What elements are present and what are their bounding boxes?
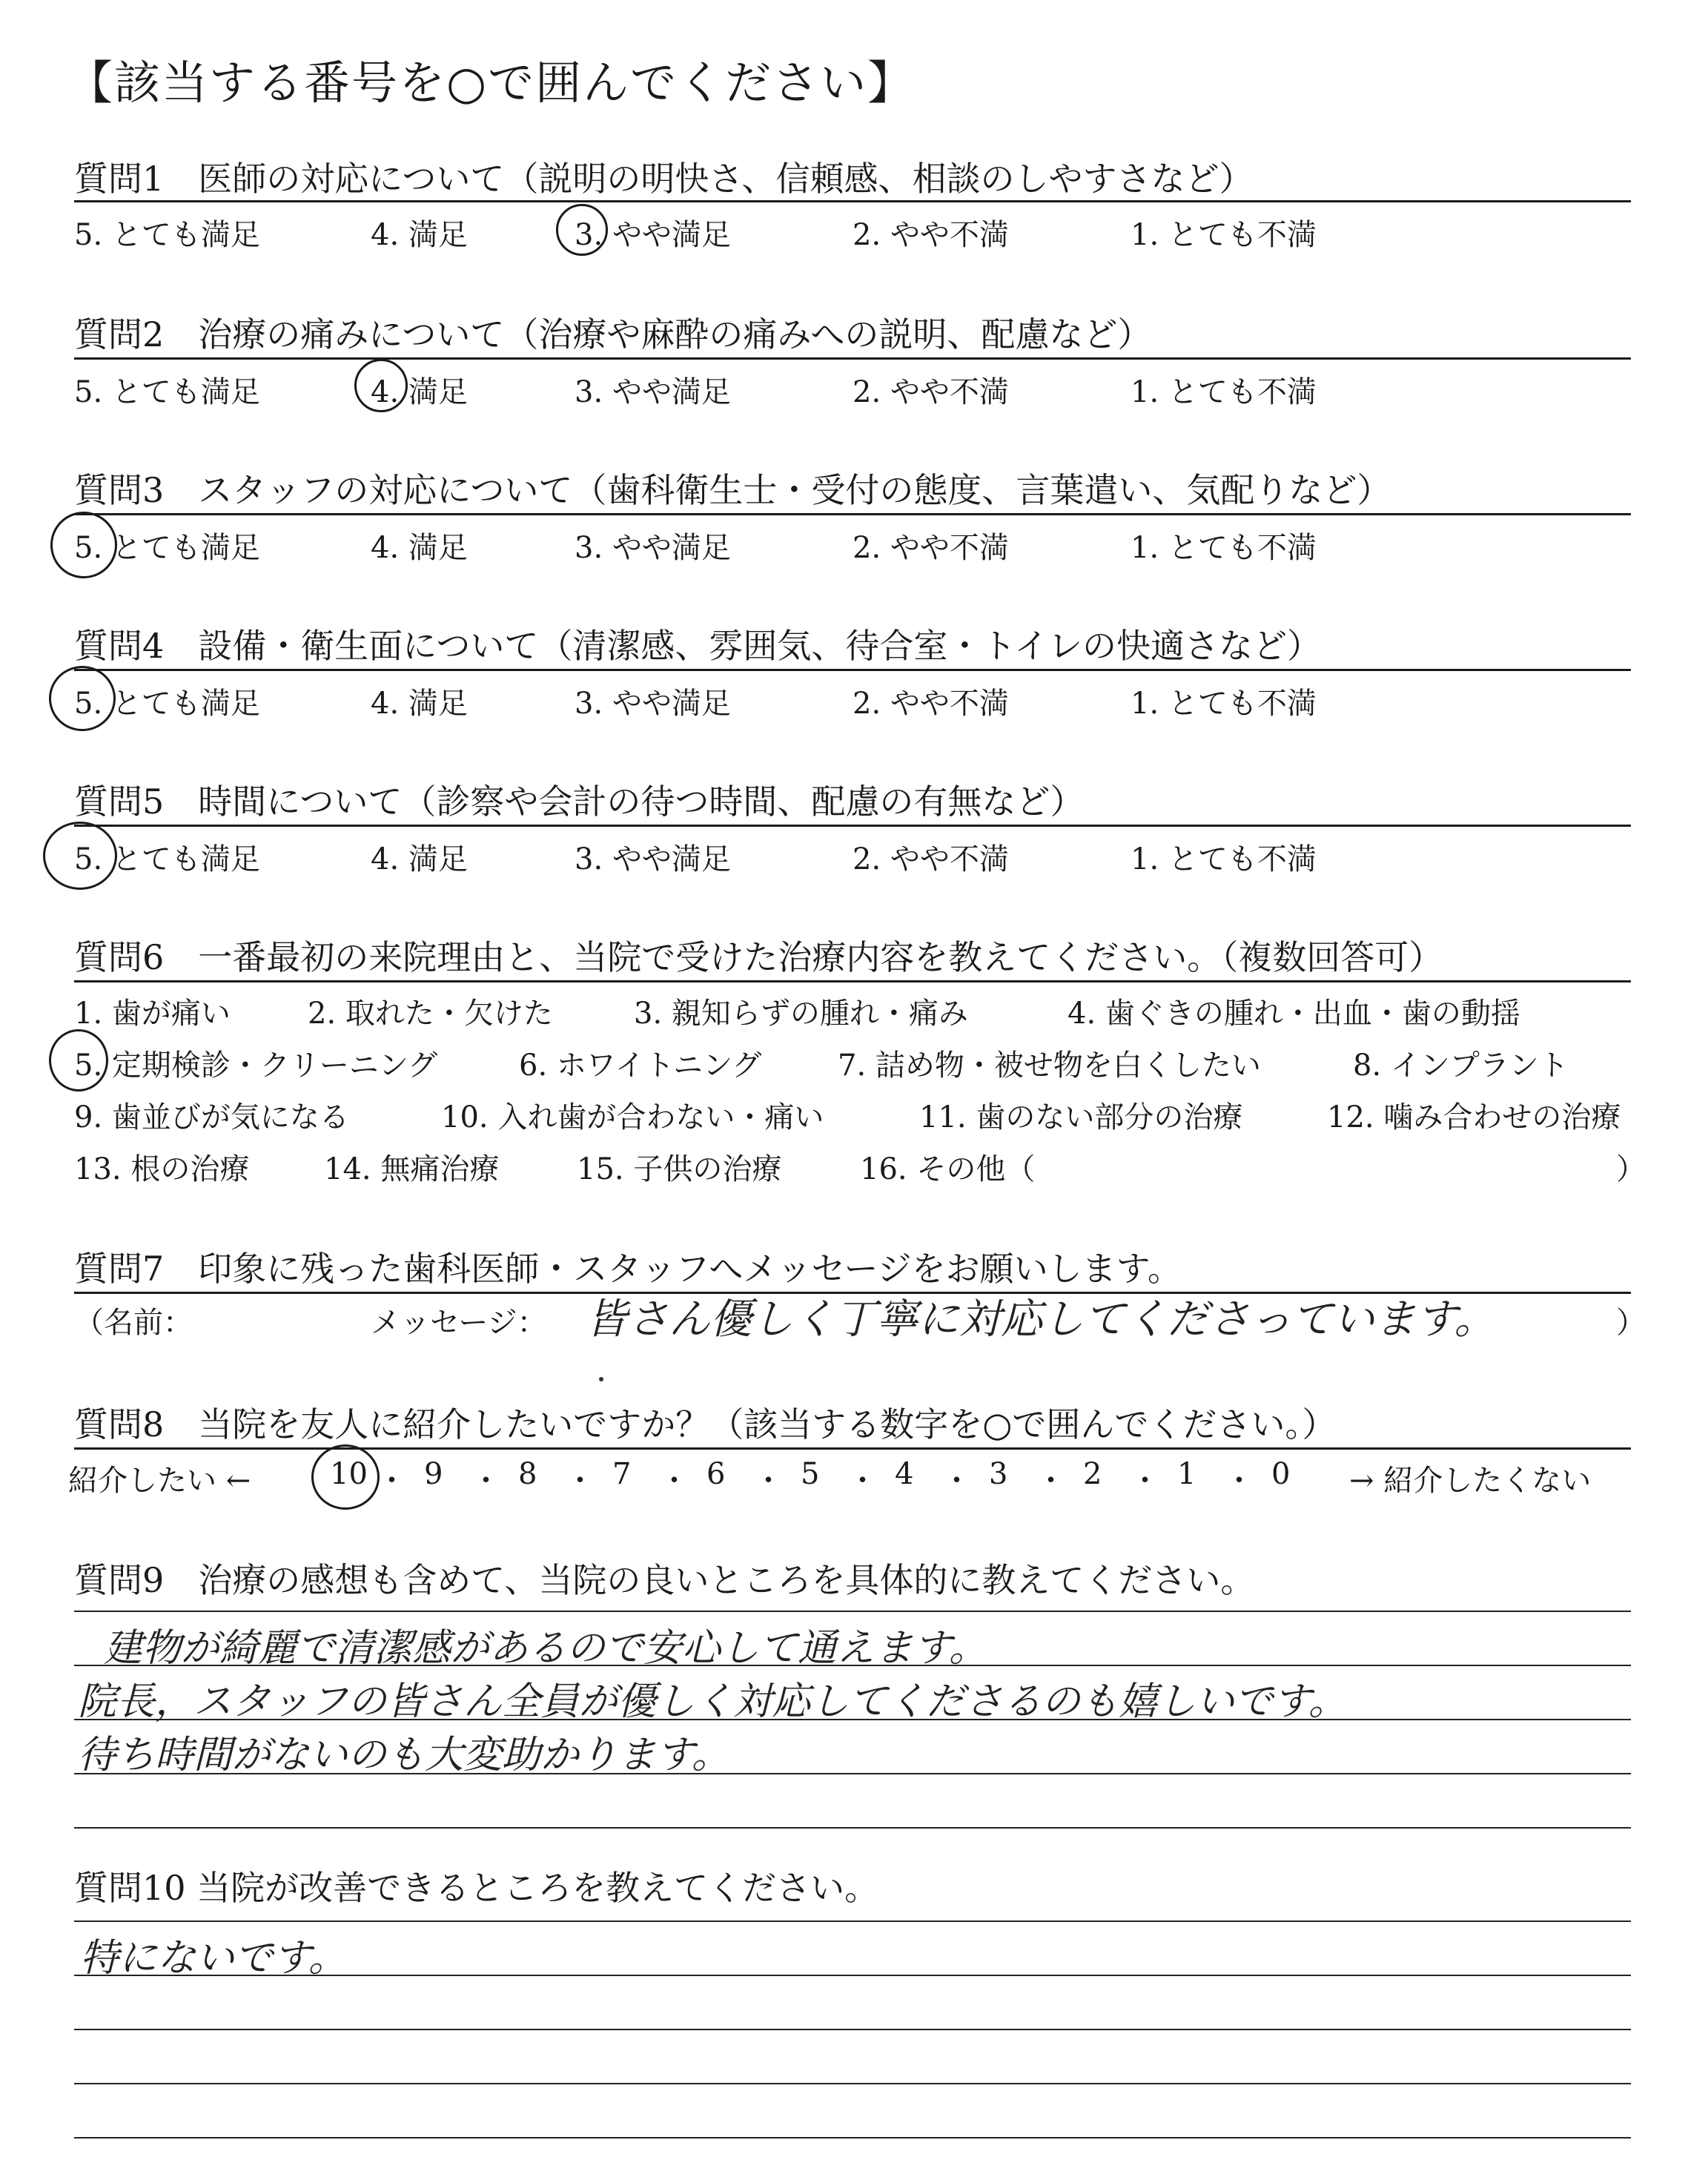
q6-option-16[interactable]: 16. その他（ <box>860 1152 1036 1186</box>
scale-value-5[interactable]: 5 <box>801 1457 820 1491</box>
question-2-rule <box>74 357 1631 360</box>
question-5-title: 質問5 時間について（診察や会計の待つ時間、配慮の有無など） <box>74 782 1085 822</box>
scale-separator: ・ <box>1224 1464 1254 1498</box>
question-5-rule <box>74 825 1631 827</box>
q6-option-10[interactable]: 10. 入れ歯が合わない・痛い <box>441 1100 824 1135</box>
q6-option-5[interactable]: 5. 定期検診・クリーニング <box>74 1048 438 1083</box>
scale-value-7[interactable]: 7 <box>612 1457 632 1491</box>
q8-right-label: → 紹介したくない <box>1349 1464 1592 1498</box>
q9-rule-5 <box>74 1827 1631 1829</box>
q9-answer-line-3[interactable]: 待ち時間がないのも大変助かります。 <box>78 1733 730 1777</box>
q7-close-paren: ） <box>1616 1306 1646 1340</box>
page-title: 【該当する番号を○で囲んでください】 <box>67 56 916 110</box>
q4-option-2[interactable]: 2. やや不満 <box>853 687 1009 721</box>
q1-selection-circle <box>556 204 608 256</box>
q10-rule-1 <box>74 1920 1631 1922</box>
scale-value-2[interactable]: 2 <box>1083 1457 1102 1491</box>
q5-option-5[interactable]: 5. とても満足 <box>74 842 260 876</box>
q4-option-3[interactable]: 3. やや満足 <box>575 687 731 721</box>
q4-option-5[interactable]: 5. とても満足 <box>74 687 260 721</box>
q2-selection-circle <box>354 359 408 412</box>
q6-option-11[interactable]: 11. 歯のない部分の治療 <box>919 1100 1243 1135</box>
q2-option-5[interactable]: 5. とても満足 <box>74 375 260 409</box>
question-6-rule <box>74 980 1631 982</box>
scale-value-1[interactable]: 1 <box>1177 1457 1196 1491</box>
q6-option-9[interactable]: 9. 歯並びが気になる <box>74 1100 349 1135</box>
q9-rule-1 <box>74 1611 1631 1612</box>
q3-option-1[interactable]: 1. とても不満 <box>1131 531 1317 565</box>
scale-value-3[interactable]: 3 <box>989 1457 1008 1491</box>
scale-value-9[interactable]: 9 <box>424 1457 443 1491</box>
q5-option-1[interactable]: 1. とても不満 <box>1131 842 1317 876</box>
question-1-rule <box>74 200 1631 202</box>
q2-option-2[interactable]: 2. やや不満 <box>853 375 1009 409</box>
question-6-title: 質問6 一番最初の来院理由と、当院で受けた治療内容を教えてください。（複数回答可） <box>74 937 1443 977</box>
question-4-title: 質問4 設備・衛生面について（清潔感、雰囲気、待合室・トイレの快適さなど） <box>74 626 1322 666</box>
q4-option-4[interactable]: 4. 満足 <box>371 687 468 721</box>
q10-rule-5 <box>74 2137 1631 2138</box>
scale-separator: ・ <box>565 1464 595 1498</box>
q4-option-1[interactable]: 1. とても不満 <box>1131 687 1317 721</box>
q6-option-3[interactable]: 3. 親知らずの腫れ・痛み <box>634 997 968 1031</box>
q10-answer-line-1[interactable]: 特にないです。 <box>80 1936 347 1981</box>
q3-option-3[interactable]: 3. やや満足 <box>575 531 731 565</box>
q6-option-1[interactable]: 1. 歯が痛い <box>74 997 231 1031</box>
question-8-title: 質問8 当院を友人に紹介したいですか？（該当する数字を○で囲んでください。） <box>74 1404 1337 1444</box>
q6-option-13[interactable]: 13. 根の治療 <box>74 1152 250 1186</box>
q1-option-5[interactable]: 5. とても満足 <box>74 218 260 252</box>
q1-option-3[interactable]: 3. やや満足 <box>575 218 731 252</box>
q1-option-4[interactable]: 4. 満足 <box>371 218 468 252</box>
scale-separator: ・ <box>941 1464 972 1498</box>
q6-option-6[interactable]: 6. ホワイトニング <box>519 1048 762 1083</box>
q5-option-4[interactable]: 4. 満足 <box>371 842 468 876</box>
question-9-title: 質問9 治療の感想も含めて、当院の良いところを具体的に教えてください。 <box>74 1560 1255 1600</box>
q9-answer-line-2[interactable]: 院長，スタッフの皆さん全員が優しく対応してくださるのも嬉しいです。 <box>78 1680 1347 1724</box>
scale-separator: ・ <box>753 1464 784 1498</box>
q3-selection-circle <box>50 512 117 578</box>
q6-option-12[interactable]: 12. 噛み合わせの治療 <box>1327 1100 1621 1135</box>
scale-separator: ・ <box>1036 1464 1066 1498</box>
q6-option-14[interactable]: 14. 無痛治療 <box>324 1152 500 1186</box>
q1-option-1[interactable]: 1. とても不満 <box>1131 218 1317 252</box>
q6-other-close-paren: ） <box>1616 1152 1646 1186</box>
q3-option-5[interactable]: 5. とても満足 <box>74 531 260 565</box>
question-8-rule <box>74 1447 1631 1450</box>
q8-left-label: 紹介したい ← <box>68 1464 251 1498</box>
q1-option-2[interactable]: 2. やや不満 <box>853 218 1009 252</box>
q5-option-2[interactable]: 2. やや不満 <box>853 842 1009 876</box>
question-3-rule <box>74 513 1631 515</box>
question-1-title: 質問1 医師の対応について（説明の明快さ、信頼感、相談のしやすさなど） <box>74 159 1254 199</box>
scale-separator: ・ <box>471 1464 501 1498</box>
q5-selection-circle <box>43 822 117 890</box>
question-7-title: 質問7 印象に残った歯科医師・スタッフへメッセージをお願いします。 <box>74 1249 1182 1289</box>
q6-option-4[interactable]: 4. 歯ぐきの腫れ・出血・歯の動揺 <box>1068 997 1520 1031</box>
q6-option-2[interactable]: 2. 取れた・欠けた <box>308 997 553 1031</box>
q2-option-4[interactable]: 4. 満足 <box>371 375 468 409</box>
scale-value-4[interactable]: 4 <box>895 1457 914 1491</box>
q10-rule-3 <box>74 2029 1631 2030</box>
question-4-rule <box>74 669 1631 671</box>
q6-option-7[interactable]: 7. 詰め物・被せ物を白くしたい <box>838 1048 1261 1083</box>
q5-option-3[interactable]: 3. やや満足 <box>575 842 731 876</box>
q7-name-label: （名前： <box>74 1306 193 1340</box>
scale-value-8[interactable]: 8 <box>518 1457 537 1491</box>
scale-separator: ・ <box>377 1464 407 1498</box>
scale-separator: ・ <box>659 1464 689 1498</box>
question-10-title: 質問10 当院が改善できるところを教えてください。 <box>74 1868 879 1908</box>
q2-option-3[interactable]: 3. やや満足 <box>575 375 731 409</box>
scale-separator: ・ <box>847 1464 878 1498</box>
q6-selection-circle <box>49 1029 108 1091</box>
scale-value-10[interactable]: 10 <box>330 1457 368 1491</box>
q10-rule-4 <box>74 2083 1631 2084</box>
scale-value-0[interactable]: 0 <box>1271 1457 1291 1491</box>
ink-speck <box>599 1377 603 1381</box>
question-3-title: 質問3 スタッフの対応について（歯科衛生士・受付の態度、言葉遣い、気配りなど） <box>74 470 1391 510</box>
q3-option-4[interactable]: 4. 満足 <box>371 531 468 565</box>
q6-option-15[interactable]: 15. 子供の治療 <box>577 1152 782 1186</box>
q2-option-1[interactable]: 1. とても不満 <box>1131 375 1317 409</box>
q6-option-8[interactable]: 8. インプラント <box>1353 1048 1569 1083</box>
scale-separator: ・ <box>1130 1464 1160 1498</box>
q7-message-label: メッセージ： <box>371 1306 547 1340</box>
q3-option-2[interactable]: 2. やや不満 <box>853 531 1009 565</box>
q9-answer-line-1[interactable]: 建物が綺麗で清潔感があるので安心して通えます。 <box>104 1626 987 1671</box>
question-2-title: 質問2 治療の痛みについて（治療や麻酔の痛みへの説明、配慮など） <box>74 314 1152 354</box>
q4-selection-circle <box>49 666 116 731</box>
scale-value-6[interactable]: 6 <box>706 1457 726 1491</box>
q7-message-handwritten[interactable]: 皆さん優しく丁寧に対応してくださっています。 <box>586 1295 1496 1344</box>
q8-selection-circle <box>311 1444 380 1510</box>
